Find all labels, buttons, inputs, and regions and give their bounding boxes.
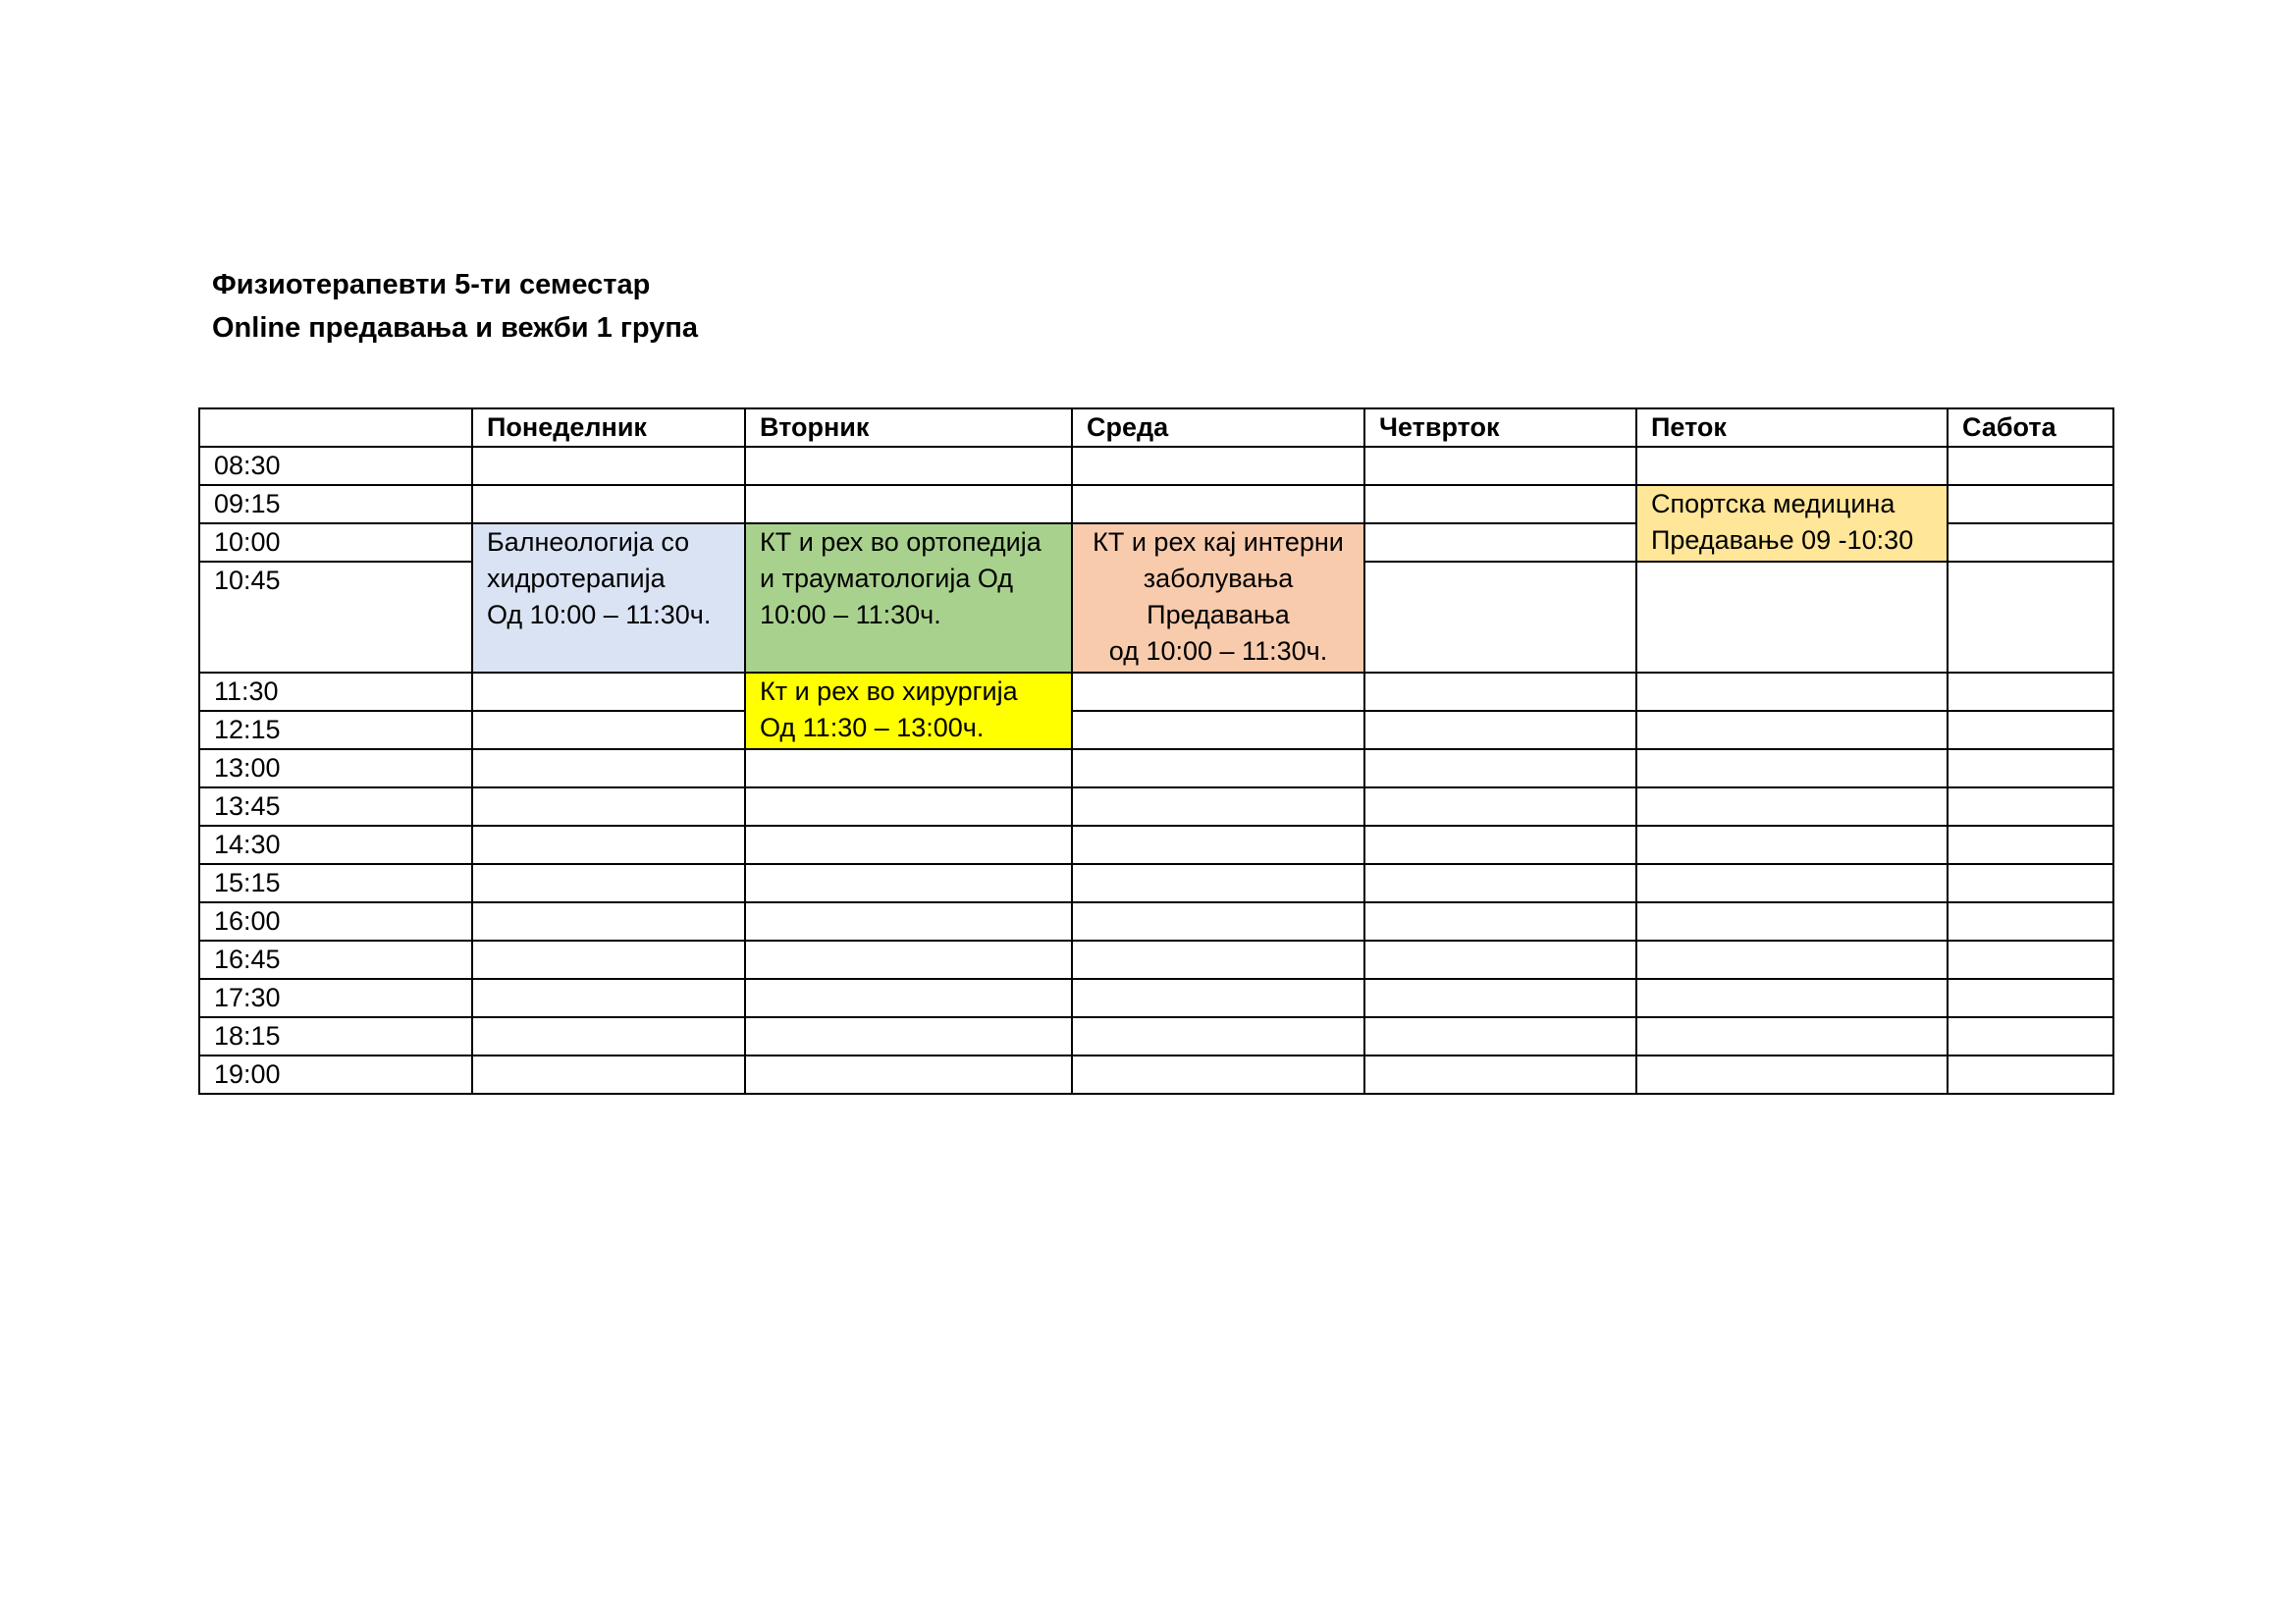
schedule-cell [1636, 673, 1948, 711]
day-header-monday: Понеделник [472, 408, 745, 447]
schedule-cell [1636, 447, 1948, 485]
document-title [212, 263, 698, 350]
schedule-cell [1636, 1056, 1948, 1094]
title-line-1: Физиотерапевти 5-ти семестар [212, 269, 651, 300]
schedule-cell [472, 979, 745, 1017]
schedule-cell [1072, 902, 1364, 941]
schedule-cell [472, 1056, 745, 1094]
schedule-cell [1364, 787, 1636, 826]
time-cell: 14:30 [199, 826, 472, 864]
table-row [199, 941, 2113, 979]
schedule-cell [1948, 864, 2113, 902]
schedule-cell [472, 864, 745, 902]
schedule-cell [745, 485, 1072, 523]
schedule-cell [1948, 1056, 2113, 1094]
table-row [199, 826, 2113, 864]
time-cell: 08:30 [199, 447, 472, 485]
schedule-cell [1072, 941, 1364, 979]
schedule-cell [1636, 787, 1948, 826]
day-header-saturday: Сабота [1948, 408, 2113, 447]
table-row [199, 711, 2113, 749]
schedule-cell [1948, 562, 2113, 673]
event-sports-medicine [1636, 485, 1948, 562]
event-balneology [472, 523, 745, 673]
schedule-cell [745, 1017, 1072, 1056]
day-header-wednesday: Среда [1072, 408, 1364, 447]
schedule-cell [1636, 941, 1948, 979]
time-cell: 17:30 [199, 979, 472, 1017]
schedule-cell [1636, 826, 1948, 864]
title-line-2: Online предавања и вежби 1 група [212, 312, 699, 344]
schedule-cell [472, 902, 745, 941]
schedule-cell [1364, 1017, 1636, 1056]
time-cell: 19:00 [199, 1056, 472, 1094]
schedule-cell [1948, 485, 2113, 523]
event-line: Од 11:30 – 13:00ч. [760, 713, 985, 742]
schedule-cell [1636, 711, 1948, 749]
schedule-cell [745, 826, 1072, 864]
schedule-cell [1636, 749, 1948, 787]
schedule-cell [472, 485, 745, 523]
table-row [199, 979, 2113, 1017]
schedule-cell [1636, 902, 1948, 941]
day-header-friday: Петок [1636, 408, 1948, 447]
schedule-cell [1948, 979, 2113, 1017]
schedule-cell [1072, 826, 1364, 864]
schedule-cell [472, 711, 745, 749]
table-row [199, 864, 2113, 902]
schedule-cell [1364, 749, 1636, 787]
event-line: и трауматологија Од [760, 564, 1014, 593]
table-row [199, 673, 2113, 711]
schedule-cell [472, 1017, 745, 1056]
schedule-cell [1948, 941, 2113, 979]
event-line: од 10:00 – 11:30ч. [1108, 636, 1328, 666]
event-line: Предавања [1147, 600, 1290, 629]
schedule-cell [1948, 749, 2113, 787]
event-line: Од 10:00 – 11:30ч. [487, 600, 712, 629]
schedule-cell [1364, 826, 1636, 864]
event-internal-diseases [1072, 523, 1364, 673]
schedule-cell [1636, 562, 1948, 673]
schedule-cell [1364, 1056, 1636, 1094]
event-line: заболувања [1143, 564, 1294, 593]
schedule-cell [1364, 941, 1636, 979]
event-line: 10:00 – 11:30ч. [760, 600, 941, 629]
schedule-cell [1948, 523, 2113, 562]
schedule-cell [1948, 711, 2113, 749]
schedule-cell [745, 941, 1072, 979]
schedule-cell [1072, 1017, 1364, 1056]
schedule-cell [1072, 979, 1364, 1017]
schedule-cell [1636, 979, 1948, 1017]
event-line: Предавање 09 -10:30 [1651, 525, 1914, 555]
schedule-cell [472, 941, 745, 979]
schedule-cell [1364, 979, 1636, 1017]
schedule-cell [1364, 864, 1636, 902]
table-row [199, 1056, 2113, 1094]
schedule-cell [1072, 787, 1364, 826]
time-cell: 13:00 [199, 749, 472, 787]
table-row [199, 749, 2113, 787]
schedule-cell [1948, 673, 2113, 711]
schedule-cell [1072, 749, 1364, 787]
schedule-cell [1948, 902, 2113, 941]
schedule-cell [745, 1056, 1072, 1094]
time-cell: 10:45 [199, 562, 472, 673]
schedule-cell [472, 787, 745, 826]
schedule-cell [1636, 1017, 1948, 1056]
schedule-cell [1364, 673, 1636, 711]
schedule-cell [745, 902, 1072, 941]
event-orthopedics [745, 523, 1072, 673]
schedule-cell [1636, 864, 1948, 902]
time-cell: 09:15 [199, 485, 472, 523]
schedule-cell [472, 673, 745, 711]
time-cell: 18:15 [199, 1017, 472, 1056]
schedule-cell [745, 787, 1072, 826]
event-line: КТ и рех во ортопедија [760, 527, 1041, 557]
schedule-cell [1072, 1056, 1364, 1094]
schedule-cell [1364, 447, 1636, 485]
event-line: КТ и рех кај интерни [1093, 527, 1344, 557]
event-line: Балнеологија со [487, 527, 690, 557]
schedule-table [198, 407, 2114, 1095]
schedule-cell [1364, 562, 1636, 673]
schedule-cell [745, 749, 1072, 787]
event-line: хидротерапија [487, 564, 666, 593]
schedule-cell [1948, 447, 2113, 485]
corner-cell [199, 408, 472, 447]
event-line: Кт и рех во хирургија [760, 677, 1018, 706]
schedule-cell [745, 447, 1072, 485]
schedule-cell [1072, 711, 1364, 749]
schedule-cell [1072, 447, 1364, 485]
schedule-cell [1948, 787, 2113, 826]
time-cell: 12:15 [199, 711, 472, 749]
time-cell: 13:45 [199, 787, 472, 826]
schedule-cell [1364, 523, 1636, 562]
time-cell: 11:30 [199, 673, 472, 711]
table-row [199, 1017, 2113, 1056]
table-row [199, 902, 2113, 941]
schedule-cell [745, 979, 1072, 1017]
table-row [199, 485, 2113, 523]
schedule-cell [1948, 826, 2113, 864]
schedule-cell [1072, 485, 1364, 523]
schedule-cell [745, 864, 1072, 902]
day-header-thursday: Четврток [1364, 408, 1636, 447]
schedule-cell [472, 749, 745, 787]
schedule-cell [1072, 864, 1364, 902]
schedule-cell [1948, 1017, 2113, 1056]
header-row [199, 408, 2113, 447]
table-row [199, 787, 2113, 826]
day-header-tuesday: Вторник [745, 408, 1072, 447]
schedule-cell [1364, 902, 1636, 941]
schedule-cell [472, 826, 745, 864]
time-cell: 16:45 [199, 941, 472, 979]
event-surgery [745, 673, 1072, 749]
schedule-cell [1364, 485, 1636, 523]
schedule-cell [1072, 673, 1364, 711]
table-row [199, 447, 2113, 485]
time-cell: 15:15 [199, 864, 472, 902]
event-line: Спортска медицина [1651, 489, 1896, 518]
schedule-cell [1364, 711, 1636, 749]
time-cell: 10:00 [199, 523, 472, 562]
schedule-cell [472, 447, 745, 485]
time-cell: 16:00 [199, 902, 472, 941]
